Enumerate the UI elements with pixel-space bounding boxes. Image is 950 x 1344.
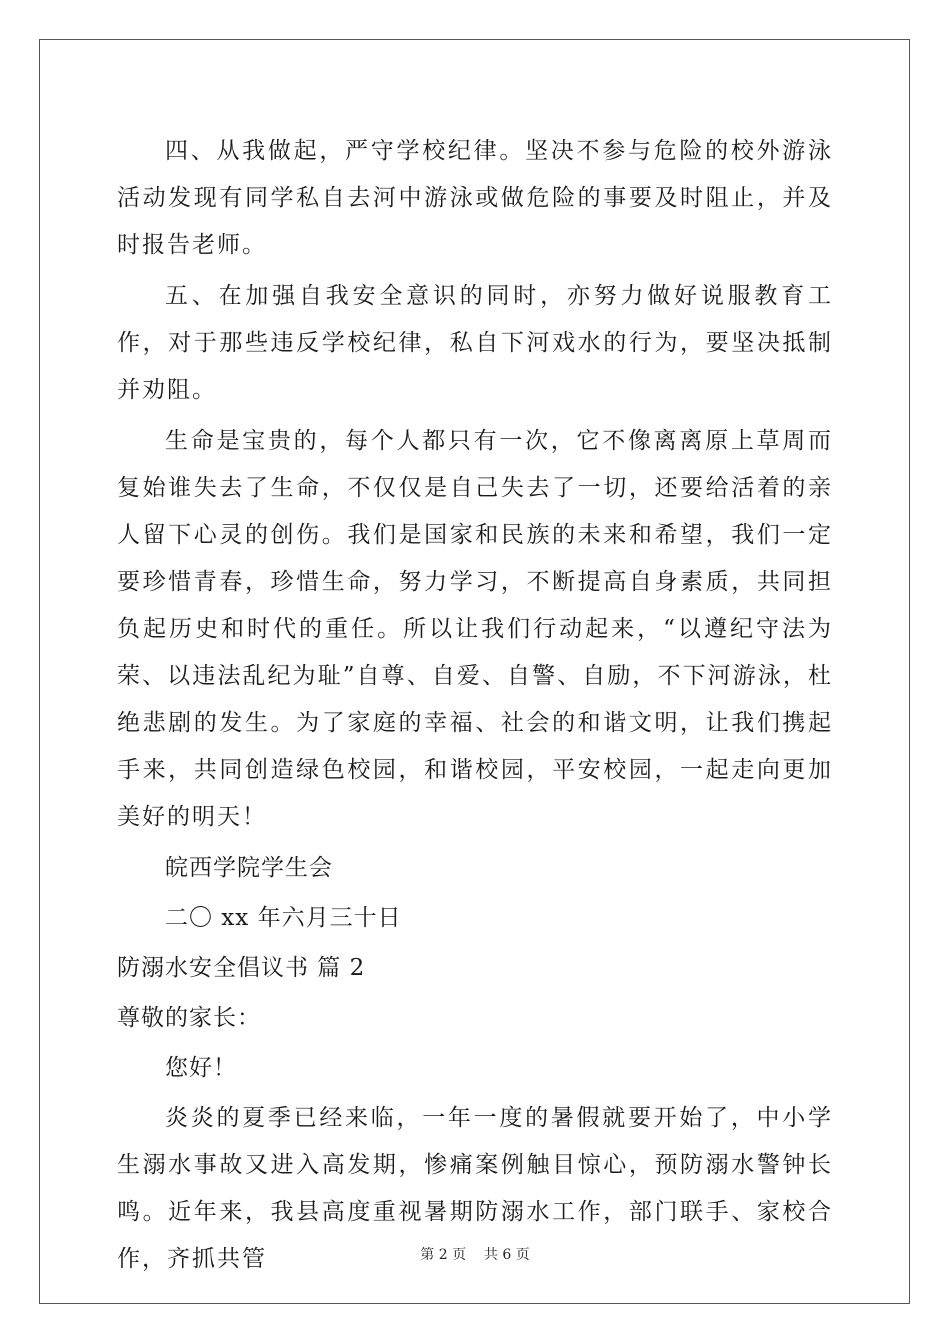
paragraph-4: 四、从我做起，严守学校纪律。坚决不参与危险的校外游泳活动发现有同学私自去河中游泳或做危险的事要及时阻止，并及时报告老师。 bbox=[117, 138, 833, 258]
paragraph-life: 生命是宝贵的，每个人都只有一次，它不像离离原上草周而复始谁失去了生命，不仅仅是自己失去了一切，还要给活着的亲人留下心灵的创伤。我们是国家和民族的未来和希望，我们一定要珍惜青春，珍惜生命，努力学习，不断提高自身素质，共同担负起历史和时代的重任。所以让我们行动起来，“以遵纪守法为荣、以违法乱纪为耻”自尊、自爱、自警、自励，不下河游泳，杜绝悲剧的发生。为了家庭的幸福、社会的和谐文明，让我们携起手来，共同创造绿色校园，和谐校园，平安校园，一起走向更加美好的明天！ bbox=[117, 428, 833, 830]
greeting: 您好！ bbox=[165, 1055, 237, 1081]
paragraph-5: 五、在加强自我安全意识的同时，亦努力做好说服教育工作，对于那些违反学校纪律，私自下河戏水的行为，要坚决抵制并劝阻。 bbox=[117, 283, 833, 403]
signature: 皖西学院学生会 bbox=[165, 855, 333, 881]
page-number: 第 2 页 共 6 页 bbox=[420, 1247, 530, 1263]
document-body bbox=[117, 128, 833, 1287]
paragraph-summer: 炎炎的夏季已经来临，一年一度的暑假就要开始了，中小学生溺水事故又进入高发期，惨痛案例触目惊心，预防溺水警钟长鸣。近年来，我县高度重视暑期防溺水工作，部门联手、家校合作，齐抓共管 bbox=[117, 1105, 833, 1272]
salutation: 尊敬的家长： bbox=[117, 1005, 261, 1031]
date: 二〇 xx 年六月三十日 bbox=[165, 905, 402, 931]
section-title: 防溺水安全倡议书 篇 2 bbox=[117, 955, 366, 981]
